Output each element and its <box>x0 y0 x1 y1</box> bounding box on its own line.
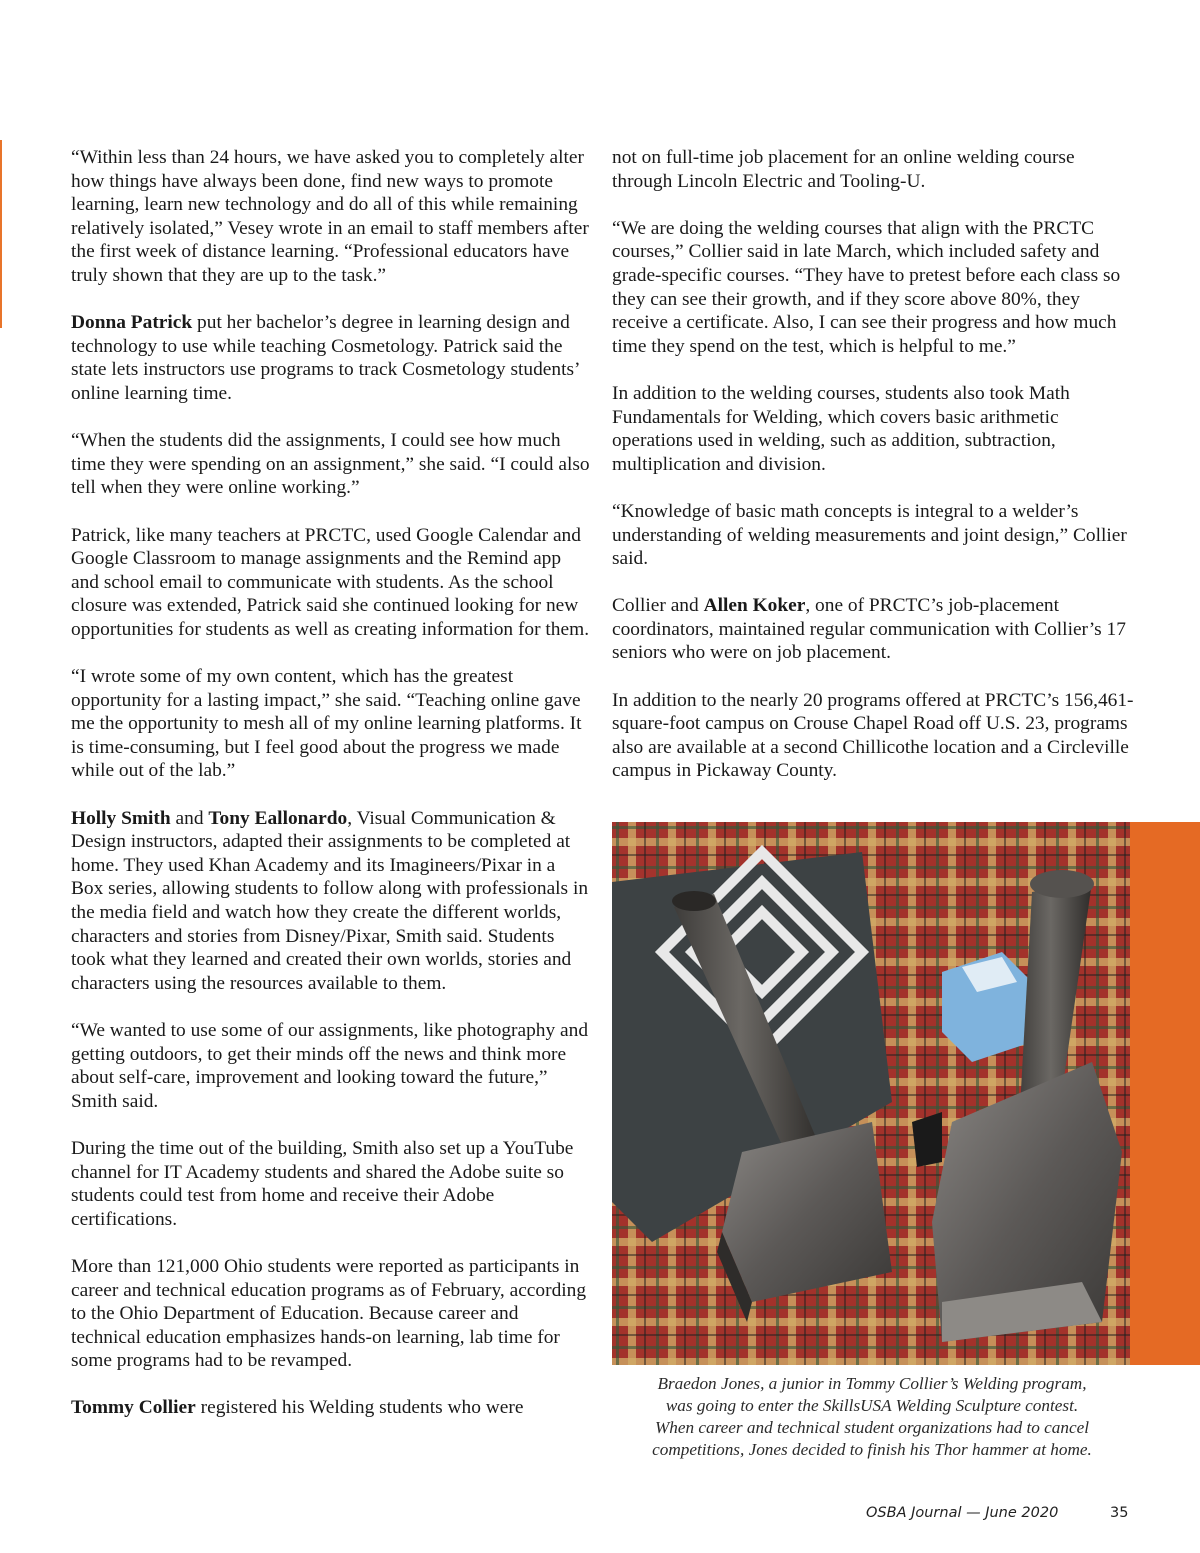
person-name: Donna Patrick <box>71 312 193 334</box>
paragraph: More than 121,000 Ohio students were reported as participants in career and technical education programs as of February, according to the Ohio Department of Education. Because career and technical education emphasizes hands-on learning, lab time for some programs had to be revamped. <box>71 1255 587 1372</box>
paragraph: In addition to the nearly 20 programs offered at PRCTC’s 156,461-square-foot campus on Crouse Chapel Road off U.S. 23, programs also are available at a second Chillicothe location and a Circleville campus in Pickaway County. <box>612 689 1134 782</box>
paragraph: not on full-time job placement for an online welding course through Lincoln Electric and Tooling-U. <box>612 147 1075 192</box>
paragraph <box>71 1396 591 1420</box>
paragraph: “We wanted to use some of our assignments, like photography and getting outdoors, to get their minds off the news and think more about self-care, improvement and looking toward the future,” Smith said. <box>71 1019 589 1112</box>
photo-caption <box>612 1373 1132 1461</box>
paragraph-text: registered his Welding students who were <box>195 1397 524 1419</box>
left-accent-rule <box>0 140 2 328</box>
paragraph: Patrick, like many teachers at PRCTC, used Google Calendar and Google Classroom to manage assignments and the Remind app and school email to communicate with students. As the school closure was extended, Patrick said she continued looking for new opportunities for students as well as creating information for them. <box>71 524 590 640</box>
person-name: Allen Koker <box>703 595 806 617</box>
paragraph: “We are doing the welding courses that align with the PRCTC courses,” Collier said in late March, which included safety and grade-specific courses. “They have to pretest before each class so they can see their growth, and if they score above 80%, they receive a certificate. Also, I can see their progress and how much time they spend on the test, which is helpful to me.” <box>612 217 1121 357</box>
person-name: Holly Smith <box>71 807 171 829</box>
paragraph: During the time out of the building, Smith also set up a YouTube channel for IT Academy students and shared the Adobe suite so students could test from home and receive their Adobe certifications. <box>71 1137 574 1230</box>
thor-hammer-photo <box>612 822 1132 1365</box>
left-text-column <box>71 146 591 1444</box>
paragraph <box>612 594 1136 665</box>
footer-page-number: 35 <box>1110 1505 1129 1521</box>
caption-line: Braedon Jones, a junior in Tommy Collier’s Welding program, <box>657 1374 1087 1393</box>
paragraph: “I wrote some of my own content, which has the greatest opportunity for a lasting impact,” she said. “Teaching online gave me the opportunity to mesh all of my online learning platforms. It is time-consuming, but I feel good about the progress we made while out of the lab.” <box>71 666 582 782</box>
person-name: Tony Eallonardo <box>208 807 348 829</box>
paragraph: “Knowledge of basic math concepts is integral to a welder’s understanding of welding measurements and joint design,” Collier said. <box>612 500 1127 570</box>
paragraph: “When the students did the assignments, I could see how much time they were spending on an assignment,” she said. “I could also tell when they were online working.” <box>71 430 590 499</box>
paragraph <box>71 807 591 996</box>
paragraph-text: Collier and <box>612 595 704 617</box>
person-name: Tommy Collier <box>71 1397 196 1419</box>
caption-line: competitions, Jones decided to finish his Thor hammer at home. <box>652 1440 1092 1459</box>
paragraph-text: and <box>170 807 209 829</box>
caption-line: was going to enter the SkillsUSA Welding Sculpture contest. <box>665 1396 1079 1415</box>
paragraph-text: put her bachelor’s degree in learning design and technology to use while teaching Cosmetology. Patrick said the state lets instructors use programs to track Cosmetology students’ online learning time. <box>71 312 580 404</box>
footer-journal-title: OSBA Journal — June 2020 <box>866 1505 1059 1521</box>
paragraph <box>71 311 591 405</box>
paragraph-text: , Visual Communication & Design instructors, adapted their assignments to be completed at home. They used Khan Academy and its Imagineers/Pixar in a Box series, allowing students to follow along with professionals in the media field and watch how they create the different worlds, characters and stories from Disney/Pixar, Smith said. Students took what they learned and created their own worlds, stories and characters using the resources available to them. <box>71 807 589 994</box>
paragraph-text: , one of PRCTC’s job-placement coordinators, maintained regular communication with Collier’s 17 seniors who were on job placement. <box>612 595 1126 664</box>
paragraph: In addition to the welding courses, students also took Math Fundamentals for Welding, which covers basic arithmetic operations used in welding, such as addition, subtraction, multiplication and division. <box>612 382 1070 475</box>
right-text-column <box>612 146 1136 807</box>
paragraph: “Within less than 24 hours, we have asked you to completely alter how things have always been done, find new ways to promote learning, learn new technology and do all of this while remaining relatively isolated,” Vesey wrote in an email to staff members after the first week of distance learning. “Professional educators have truly shown that they are up to the task.” <box>71 147 589 286</box>
caption-line: When career and technical student organizations had to cancel <box>654 1418 1090 1437</box>
orange-accent-block <box>1130 822 1200 1365</box>
